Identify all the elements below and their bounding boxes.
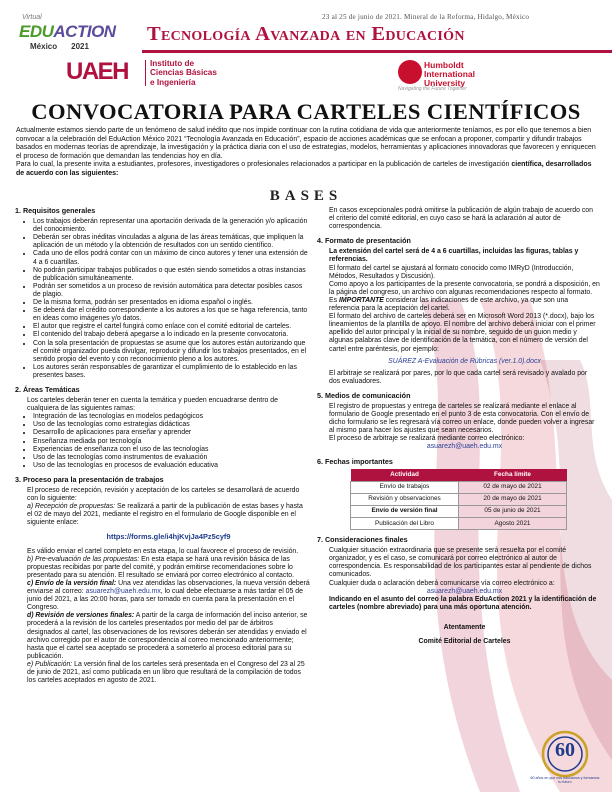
icbi-name — [150, 59, 217, 87]
list-item: • El contenido del trabajo deberá apegarse a lo indicado en la presente convocatoria. — [33, 331, 310, 339]
main-title: CONVOCATORIA PARA CARTELES CIENTÍFICOS — [31, 99, 581, 124]
anniversary-tagline: 60 años en que nos educamos y formamos tu futuro — [530, 776, 600, 784]
list-item: • No podrán participar trabajos publicados o que estén siendo sometidos a otras instancias de publicación simultáneamente. — [33, 267, 310, 283]
logo-country-year — [30, 42, 103, 51]
step-d — [27, 612, 310, 661]
communication-email-link[interactable]: asuarezh@uaeh.edu.mx — [426, 443, 503, 451]
step-a-text: Se realizará a partir de la publicación de estas bases y hasta el 02 de mayo del 2021, mediante el registro en el formulario de Google disponible en el siguiente enlace: — [27, 503, 303, 527]
section-3-title: 3. Proceso para la presentación de trabajos — [15, 474, 164, 484]
logo-virtual-label: Virtual — [22, 14, 42, 21]
registration-form-link[interactable]: https://forms.gle/i4hjKvjJa4Pz5cyf9 — [106, 532, 231, 542]
step-b-label: b) Pre-evaluación de las propuestas: — [27, 555, 140, 563]
header-title: Tecnología Avanzada en Educación — [147, 23, 465, 45]
step-e-label: e) Publicación: — [27, 660, 73, 668]
topics-list — [15, 413, 310, 470]
list-item: • Se deberá dar el crédito correspondiente a los autores a los que se haga referencia, tanto en ideas como imágenes y/o datos. — [33, 307, 310, 323]
hiu-line-1: Humboldt — [424, 60, 464, 70]
table-row — [351, 493, 567, 505]
format-extension: La extensión del cartel será de 4 a 6 cuartillas, incluidas las figuras, tablas y referencias. — [329, 248, 579, 264]
list-item: • Los autores serán responsables de garantizar el cumplimiento de lo establecido en las presentes bases. — [33, 364, 310, 380]
hiu-line-3: University — [424, 78, 466, 88]
section-2-title: 2. Áreas Temáticas — [15, 384, 80, 394]
activity-cell: Envío de trabajos — [351, 481, 459, 493]
section-5-title: 5. Medios de comunicación — [317, 390, 411, 400]
hiu-line-2: International — [424, 69, 476, 79]
date-cell: Agosto 2021 — [459, 518, 567, 530]
list-item: • Integración de las tecnologías en modelos pedagógicos — [33, 413, 310, 421]
list-item: • Uso de las tecnologías como instrumentos de evaluación — [33, 454, 310, 462]
anniversary-60-logo — [530, 728, 600, 784]
date-cell: 02 de mayo de 2021 — [459, 481, 567, 493]
hiu-slogan: Navigating the Future Together — [398, 86, 467, 92]
section-7-body — [317, 547, 600, 646]
header-activity: Actividad — [351, 469, 459, 482]
icbi-line-2: Ciencias Básicas — [150, 68, 217, 78]
section-3-exception: En casos excepcionales podrá omitirse la publicación de algún trabajo de acuerdo con el criterio del comité editorial, en cuyo caso se hará la aclaración al autor de correspondencia. — [329, 207, 593, 231]
header-divider — [142, 50, 612, 53]
step-c — [27, 580, 310, 612]
logo-divider — [145, 60, 146, 86]
section-1-title: 1. Requisitos generales — [15, 206, 96, 215]
step-b-text: En esta etapa se hará una revisión básica de las propuestas recibidas por parte del comité, y podrán emitirse recomendaciones sobre lo presentado para su atención. El resultado se enviará por correo electrónico al contacto. — [27, 555, 294, 579]
section-4-title: 4. Formato de presentación — [317, 236, 411, 246]
step-b — [27, 556, 310, 580]
format-important-post: considerar las indicaciones de este archivo, ya que son una referencia para la aceptación del cartel. — [329, 296, 569, 313]
left-column — [15, 207, 310, 685]
final-considerations-1: Cualquier situación extraordinaria que se presente será resuelta por el comité organizador, y es el caso, se comunicará por correo electrónico al autor de correspondencia. Es responsabilidad de los participantes estar al pendiente de dichos comunicados. — [329, 547, 592, 579]
step-c-text-2: , lo cual debe efectuarse a más tardar el 05 de junio del 2021, a las 20:00 horas, para ser tomado en cuenta para la presentación en el Congreso. — [27, 588, 303, 612]
date-cell: 05 de junio de 2021 — [459, 505, 567, 517]
communication-text: El registro de propuestas y entrega de carteles se realizará mediante el enlace al formulario de Google presentado en el punto 3 de esta convocatoria. Con el envío de dicho formulario se les regresará vía correo un enlace, donde pueden volver a ingresar al mismo para hacer los ajustes que sean necesarios. — [329, 402, 595, 435]
intro-p2-bold: científica, desarrollados de acuerdo con las siguientes: — [16, 161, 592, 177]
section-6-title: 6. Fechas importantes — [317, 456, 393, 466]
icbi-line-3: e Ingeniería — [150, 77, 196, 87]
intro-paragraph-1: Actualmente estamos siendo parte de un fenómeno de salud inédito que nos impide continuar con la rutina cotidiana de vida que anteriormente teníamos, es por ello que tenemos a bien convocar a la celebración del EduAction México 2021 “Tecnología Avanzada en Educación”, espacio de acciones académicas que se enfocan a proponer, compartir y difundir trabajos basados en modernas teorías de aprendizaje, la investigación y la práctica diaria con el uso de estrategias, modelos, herramientas y aplicaciones innovadoras que favorecen y enriquecen el proceso de formación que demandan las tendencias hoy en día. — [16, 127, 596, 160]
activity-cell: Revisión y observaciones — [351, 493, 459, 505]
logo-eduaction-word — [19, 22, 116, 42]
uaeh-logo: UAEH — [66, 58, 129, 85]
step-d-text: A partir de la carga de información del inciso anterior, se procederá a la revisión de los carteles presentados por medio del par de árbitros designados al cartel, las observaciones de los revisores deberán ser atendidas y enviado el archivo corregido por el autor de correspondencia al correo mencionado anteriormente; hasta que el cartel sea aceptado se procederá a someterlo al proceso editorial para su publicación. — [27, 612, 308, 660]
hiu-name — [424, 61, 475, 88]
requirements-list — [15, 218, 310, 380]
section-7-title: 7. Consideraciones finales — [317, 535, 408, 545]
communication-email — [329, 443, 600, 451]
list-item: • Deberán ser obras inéditas vinculadas a alguna de las áreas temáticas, que impliquen la aplicación de un método y la obtención de resultados con un sentido científico. — [33, 234, 310, 250]
list-item: • Experiencias de enseñanza con el uso de las tecnologías — [33, 446, 310, 454]
section-5-body — [317, 403, 600, 452]
list-item: • Los trabajos deberán representar una aportación derivada de la generación y/o aplicación del conocimiento. — [33, 218, 310, 234]
format-important — [329, 297, 600, 313]
step-c-label: c) Envío de la versión final: — [27, 579, 117, 587]
arbitration-email-text: El proceso de arbitraje se realizará mediante correo electrónico: — [329, 435, 525, 443]
step-e-text: La versión final de los carteles será presentada en el Congreso del 23 al 25 de junio de 2021, así como publicada en un libro que resultará de la compilación de todos los carteles aceptados en agosto de 2021. — [27, 660, 305, 685]
section-3-intro: El proceso de recepción, revisión y aceptación de los carteles se desarrollará de acuerdo con lo siguiente: — [27, 487, 300, 503]
final-email-link[interactable]: asuarezh@uaeh.edu.mx — [426, 587, 503, 595]
table-row — [351, 518, 567, 530]
logo-country: México — [30, 42, 58, 51]
format-support: Como apoyo a los participantes de la presente convocatoria, se pondrá a disposición, en la página del congreso, un archivo con algunas recomendaciones respecto al formato. — [329, 280, 600, 296]
step-a-label: a) Recepción de propuestas: — [27, 503, 116, 511]
list-item: • Desarrollo de aplicaciones para enseñar y aprender — [33, 429, 310, 437]
eduaction-logo — [18, 12, 138, 58]
list-item: • Cada uno de ellos podrá contar con un máximo de cinco autores y tener una extensión de 4 a 6 cuartillas. — [33, 250, 310, 266]
hiu-globe-icon — [398, 60, 422, 84]
section-2-intro: Los carteles deberán tener en cuenta la temática y pueden encuadrarse dentro de cualquiera de las siguientes ramas: — [27, 397, 278, 413]
format-arbitration: El arbitraje se realizará por pares, por lo que cada cartel será revisado y avalado por dos evaluadores. — [329, 369, 588, 385]
anniversary-number: 60 — [555, 739, 575, 761]
step-valid-note: Es válido enviar el cartel completo en esta etapa, lo cual favorece el proceso de revisión. — [27, 547, 299, 555]
format-important-bold: IMPORTANTE — [338, 296, 384, 304]
final-considerations-2: Cualquier duda o aclaración deberá comunicarse vía correo electrónico a: — [329, 579, 555, 587]
logo-edu: EDU — [19, 22, 54, 41]
list-item: • Uso de las tecnologías en procesos de evaluación educativa — [33, 462, 310, 470]
format-example-filename: SUÁREZ A-Evaluación de Rúbricas (ver.1.0).docx — [388, 357, 541, 365]
step-c-email-link[interactable]: asuarezh@uaeh.edu.mx — [85, 588, 161, 596]
step-e — [27, 661, 310, 685]
intro-p2-text: Para lo cual, la presente invita a estudiantes, profesores, investigadores o profesionales relacionados a participar en la publicación de carteles de investigación — [16, 161, 512, 168]
logo-year: 2021 — [71, 42, 89, 51]
intro-text — [16, 127, 599, 178]
icbi-line-1: Instituto de — [150, 59, 195, 68]
header-deadline: Fecha límite — [459, 469, 567, 482]
step-a — [27, 503, 310, 527]
format-file: El formato del archivo de carteles deberá ser en Microsoft Word 2013 (*.docx), bajo los lineamientos de la plantilla de apoyo. El nombre del archivo deberá iniciar con el primer apellido del autor principal y la inicial de su nombre, seguido de un guion medio y algunas palabras clave de identificación de la temática, con el número de versión del cartel entre paréntesis, por ejemplo: — [329, 313, 596, 353]
right-column — [317, 207, 600, 646]
format-important-pre: Es — [329, 296, 339, 304]
list-item: • El autor que registre el cartel fungirá como enlace con el comité editorial de carteles. — [33, 323, 310, 331]
table-header-row — [351, 469, 567, 482]
list-item: • Podrán ser sometidos a un proceso de revisión automática para detectar posibles casos de plagio. — [33, 283, 310, 299]
list-item: • De la misma forma, podrán ser presentados en idioma español o inglés. — [33, 299, 310, 307]
table-row — [351, 481, 567, 493]
step-c-text-1: Una vez atendidas las observaciones, la nueva versión deberá enviarse al correo: — [27, 579, 310, 596]
bases-heading: BASES — [269, 188, 343, 204]
event-date-location: 23 al 25 de junio de 2021. Mineral de la Reforma, Hidalgo, México — [322, 13, 530, 21]
section-4-body — [317, 248, 600, 386]
list-item: • Enseñanza mediada por tecnología — [33, 438, 310, 446]
list-item: • Con la sola presentación de propuestas se asume que los autores están autorizando que el comité organizador pueda divulgar, reproducir y difundir los trabajos presentados, en el sentido propio del evento y con reconocimiento pleno a los autores. — [33, 340, 310, 364]
intro-paragraph-2 — [16, 161, 599, 178]
closing-regards: Atentamente — [443, 623, 486, 631]
format-example — [329, 358, 600, 366]
table-row — [351, 505, 567, 517]
section-3-body — [15, 487, 310, 685]
activity-cell: Publicación del Libro — [351, 518, 459, 530]
format-imryd: El formato del cartel se ajustará al formato conocido como IMRyD (Introducción, Métodos, Resultados y Discusión). — [329, 264, 574, 280]
final-considerations-3: Indicando en el asunto del correo la palabra EduAction 2021 y la identificación de carteles (nombre abreviado) para una más oportuna atención. — [329, 595, 597, 611]
final-email — [329, 588, 600, 596]
step-d-label: d) Revisión de versiones finales: — [27, 612, 135, 620]
logo-action: ACTION — [53, 22, 116, 41]
dates-table — [350, 469, 567, 530]
list-item: • Uso de las tecnologías como estrategias didácticas — [33, 421, 310, 429]
activity-cell: Envío de versión final — [351, 505, 459, 517]
closing-committee: Comité Editorial de Carteles — [418, 638, 511, 646]
date-cell: 20 de mayo de 2021 — [459, 493, 567, 505]
